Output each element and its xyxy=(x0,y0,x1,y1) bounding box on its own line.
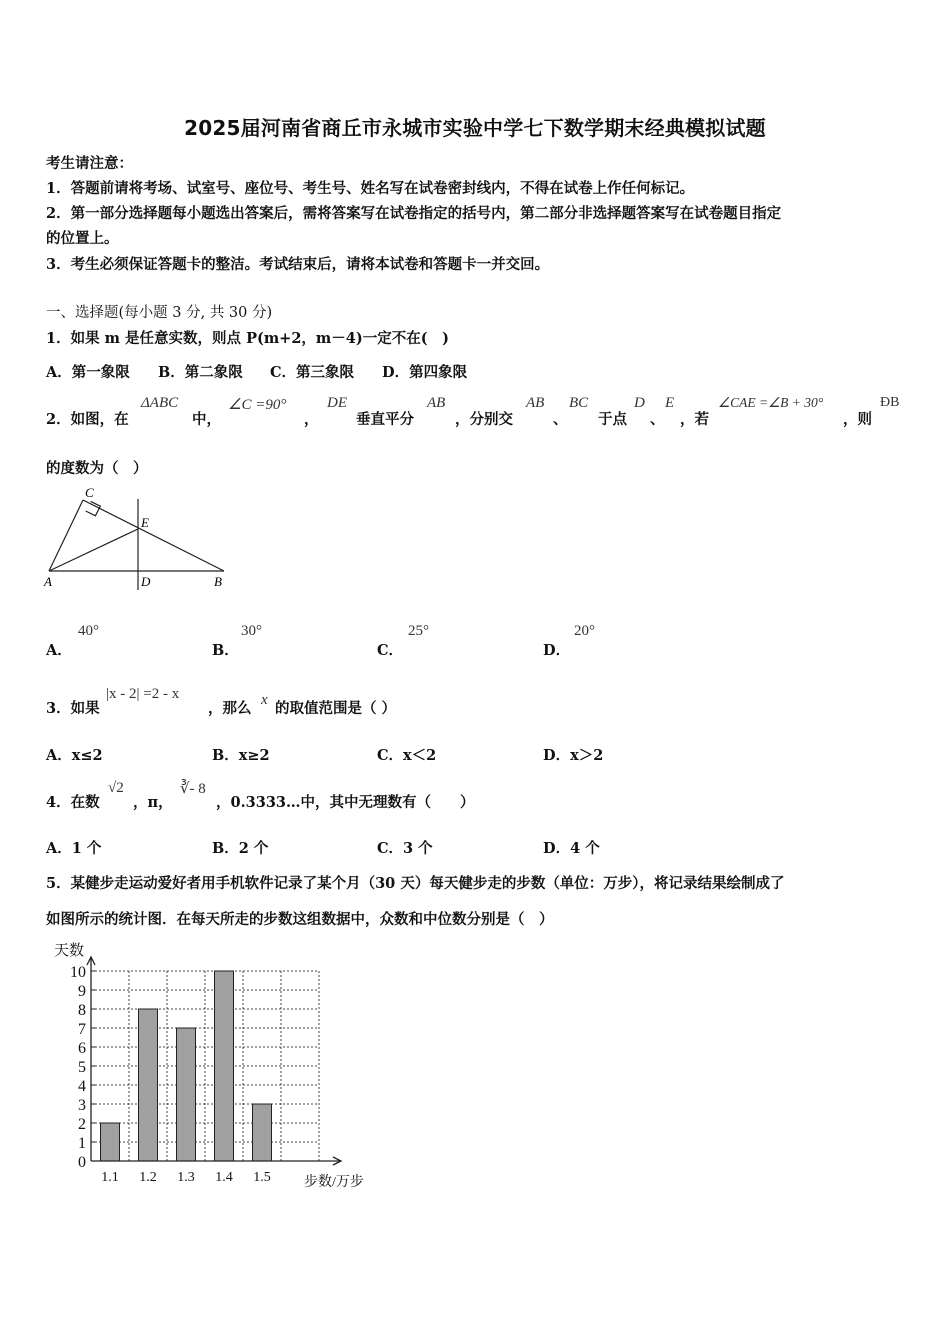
question-2-number: 2．如图，在 xyxy=(46,411,129,428)
q3-option-d: D．x＞2 xyxy=(543,747,604,764)
bar-1.4 xyxy=(215,971,234,1161)
q2-triangle-abc: ΔABC xyxy=(141,395,179,411)
q2-comma: ， xyxy=(304,411,319,428)
q2-option-d-label: D． xyxy=(543,642,571,659)
q3-variable: x xyxy=(261,692,268,708)
x-tick-label: 1.3 xyxy=(177,1170,195,1185)
q2-separator-2: 、 xyxy=(650,411,665,428)
q4-option-c: C．3 个 xyxy=(377,840,433,857)
y-tick-label: 7 xyxy=(78,1021,86,1038)
question-4-text-1: 4．在数 xyxy=(46,794,100,811)
q4-option-a: A．1 个 xyxy=(46,840,102,857)
question-3-text-1: 3．如果 xyxy=(46,700,100,717)
q2-figure xyxy=(40,482,240,594)
q2-option-c-label: C． xyxy=(377,642,404,659)
point-b-label: B xyxy=(214,574,222,589)
q4-sqrt-2: √2 xyxy=(108,780,124,796)
y-tick-label: 2 xyxy=(78,1116,86,1133)
q4-cube-root: ∛- 8 xyxy=(180,781,206,797)
y-tick-label: 3 xyxy=(78,1097,86,1114)
y-tick-label: 4 xyxy=(78,1078,86,1095)
bar-1.2 xyxy=(139,1009,158,1161)
y-axis-title: 天数 xyxy=(54,943,85,959)
step-count-bar-chart xyxy=(46,938,386,1194)
q2-text-4: 于点 xyxy=(598,411,627,428)
segment-cb xyxy=(83,500,224,571)
q2-text-2: 垂直平分 xyxy=(356,411,414,428)
right-angle-mark xyxy=(86,501,101,515)
q1-option-c: C．第三象限 xyxy=(270,364,355,381)
y-tick-label: 0 xyxy=(78,1154,86,1171)
q2-text-3: ，分别交 xyxy=(455,411,513,428)
x-tick-label: 1.2 xyxy=(139,1170,157,1185)
q2-option-a-label: A． xyxy=(46,642,72,659)
q2-e: E xyxy=(665,395,675,411)
y-tick-label: 6 xyxy=(78,1040,86,1057)
y-tick-label: 8 xyxy=(78,1002,86,1019)
notice-item-1: 1．答题前请将考场、试室号、座位号、考生号、姓名写在试卷密封线内，不得在试卷上作任何标记。 xyxy=(46,180,695,197)
x-tick-label: 1.5 xyxy=(253,1170,271,1185)
q4-option-b: B．2 个 xyxy=(212,840,269,857)
q2-d: D xyxy=(634,395,645,411)
y-tick-label: 5 xyxy=(78,1059,86,1076)
q2-option-b-value: 30° xyxy=(241,623,262,639)
q3-expression: |x - 2| =2 - x xyxy=(106,686,180,702)
section-heading: 一、选择题(每小题 3 分, 共 30 分) xyxy=(46,305,273,321)
q3-text-2: ，那么 xyxy=(208,700,252,717)
q1-option-b: B．第二象限 xyxy=(158,364,243,381)
q2-separator: 、 xyxy=(553,411,568,428)
q2-text-1: 中， xyxy=(192,411,221,428)
page-title: 2025届河南省商丘市永城市实验中学七下数学期末经典模拟试题 xyxy=(184,116,766,140)
q4-text-3: ，0.3333…中，其中无理数有（ ） xyxy=(216,794,475,811)
question-1: 1．如果 m 是任意实数，则点 P(m+2，m－4)一定不在( ) xyxy=(46,330,449,347)
bar-1.5 xyxy=(253,1104,272,1161)
q2-angle-c: ∠C =90° xyxy=(228,397,287,413)
q2-text-line2: 的度数为（ ） xyxy=(46,460,148,477)
x-tick-label: 1.4 xyxy=(215,1170,233,1185)
q2-text-5: ，若 xyxy=(680,411,709,428)
q2-text-6: ，则 xyxy=(843,411,872,428)
q2-ab: AB xyxy=(427,395,446,411)
bar-1.1 xyxy=(101,1123,120,1161)
question-5-line-1: 5．某健步走运动爱好者用手机软件记录了某个月（30 天）每天健步走的步数（单位：万步），将记录结果绘制成了 xyxy=(46,875,785,892)
q1-option-d: D．第四象限 xyxy=(382,364,468,381)
q2-condition: ∠CAE =∠B + 30° xyxy=(718,395,824,410)
notice-item-2: 2．第一部分选择题每小题选出答案后，需将答案写在试卷指定的括号内，第二部分非选择题答案写在试卷题目指定 xyxy=(46,205,782,222)
bar-1.3 xyxy=(177,1028,196,1161)
q4-text-2: ，π， xyxy=(133,794,173,811)
segment-ac xyxy=(49,500,83,571)
q2-option-d-value: 20° xyxy=(574,623,595,639)
q3-option-b: B．x≥2 xyxy=(212,747,270,764)
point-c-label: C xyxy=(85,485,94,500)
q2-ab-2: AB xyxy=(526,395,545,411)
y-tick-label: 9 xyxy=(78,983,86,1000)
x-axis-title: 步数/万步 xyxy=(304,1175,364,1190)
notice-item-2-cont: 的位置上。 xyxy=(46,230,119,247)
segment-ae xyxy=(49,529,138,571)
question-5-line-2: 如图所示的统计图．在每天所走的步数这组数据中，众数和中位数分别是（ ） xyxy=(46,911,554,928)
point-a-label: A xyxy=(44,574,52,589)
q2-bc: BC xyxy=(569,395,589,411)
q3-text-3: 的取值范围是（ ） xyxy=(275,700,397,717)
q2-option-c-value: 25° xyxy=(408,623,429,639)
q3-option-c: C．x＜2 xyxy=(377,747,437,764)
notice-heading: 考生请注意： xyxy=(46,155,133,172)
q1-option-a: A．第一象限 xyxy=(46,364,130,381)
point-e-label: E xyxy=(141,515,149,530)
notice-item-3: 3．考生必须保证答题卡的整洁。考试结束后，请将本试卷和答题卡一并交回。 xyxy=(46,256,550,273)
q4-option-d: D．4 个 xyxy=(543,840,600,857)
q2-de: DE xyxy=(327,395,347,411)
y-tick-label: 1 xyxy=(78,1135,86,1152)
q2-option-b-label: B． xyxy=(212,642,239,659)
q2-angle-b: ÐB xyxy=(880,395,900,410)
point-d-label: D xyxy=(141,574,151,589)
x-tick-label: 1.1 xyxy=(101,1170,119,1185)
y-tick-label: 10 xyxy=(70,964,86,981)
q3-option-a: A．x≤2 xyxy=(46,747,103,764)
q2-option-a-value: 40° xyxy=(78,623,99,639)
